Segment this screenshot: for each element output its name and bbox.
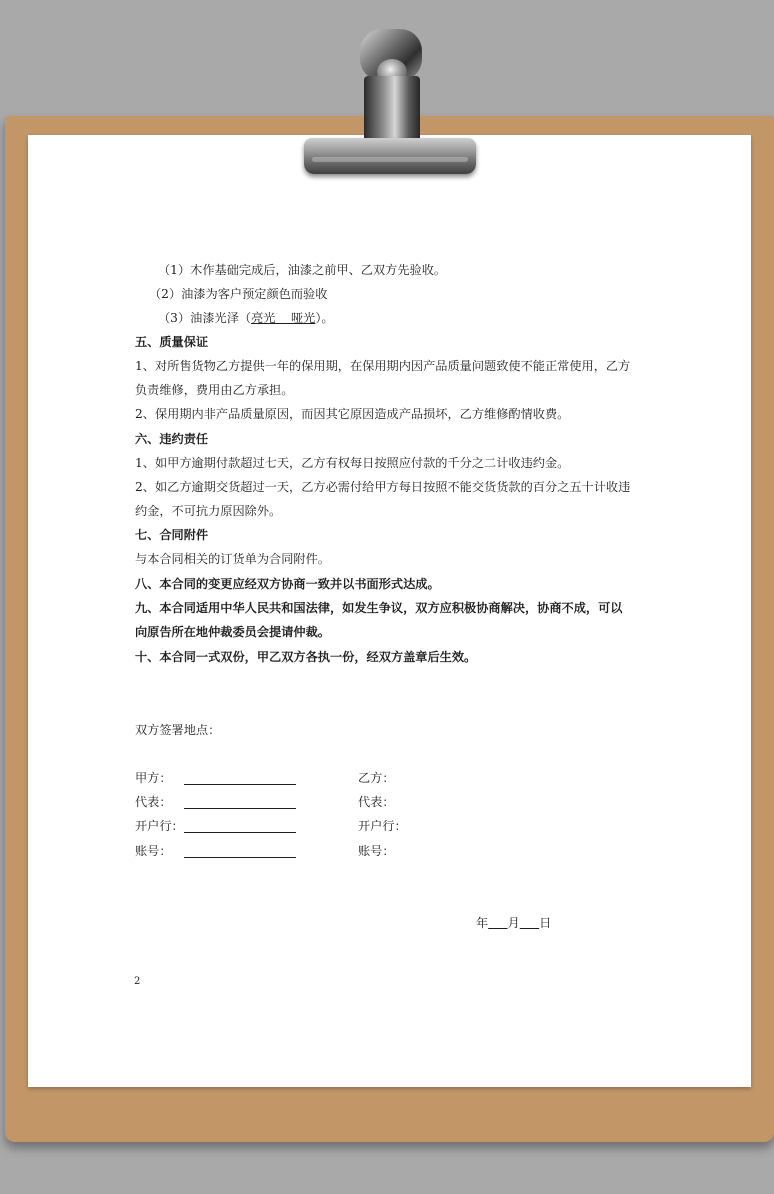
section-6-para-2b: 约金，不可抗力原因除外。 — [135, 504, 282, 518]
item-3 — [158, 310, 334, 326]
section-7-title: 七、合同附件 — [135, 528, 209, 542]
party-a-account-blank — [184, 857, 296, 858]
document-page — [28, 135, 751, 1087]
section-5-para-2: 2、保用期内非产品质量原因，而因其它原因造成产品损坏，乙方维修酌情收费。 — [135, 407, 570, 421]
date-month: 月 — [507, 916, 520, 930]
section-7-para: 与本合同相关的订货单为合同附件。 — [135, 552, 330, 566]
party-a-blank — [184, 784, 296, 785]
party-b-label: 乙方： — [358, 771, 395, 785]
page-number: 2 — [134, 976, 141, 987]
section-6-para-2a: 2、如乙方逾期交货超过一天，乙方必需付给甲方每日按照不能交货货款的百分之五十计收违 — [135, 480, 631, 494]
date-year: 年 — [476, 916, 489, 930]
party-a-bank-blank — [184, 832, 296, 833]
party-a-account-label: 账号： — [135, 844, 172, 858]
party-a-label: 甲方： — [135, 771, 172, 785]
section-9a: 九、本合同适用中华人民共和国法律，如发生争议，双方应积极协商解决，协商不成，可以 — [135, 601, 623, 615]
signing-location-label: 双方签署地点： — [135, 723, 221, 737]
party-b-rep-label: 代表： — [358, 795, 395, 809]
date-day-blank — [520, 916, 539, 930]
section-6-title: 六、违约责任 — [135, 432, 209, 446]
item-2: （2）油漆为客户预定颜色而验收 — [149, 287, 328, 301]
date-day: 日 — [539, 916, 552, 930]
date-line — [476, 915, 551, 931]
section-5-para-1a: 1、对所售货物乙方提供一年的保用期，在保用期内因产品质量问题致使不能正常使用，乙方 — [135, 359, 631, 373]
party-b-bank-label: 开户行： — [358, 819, 407, 833]
gloss-option-glossy: 亮光 — [251, 311, 276, 325]
item-3-prefix: （3）油漆光泽（ — [158, 311, 252, 325]
section-10: 十、本合同一式双份，甲乙双方各执一份，经双方盖章后生效。 — [135, 650, 477, 664]
binder-clip — [300, 26, 480, 176]
section-6-para-1: 1、如甲方逾期付款超过七天，乙方有权每日按照应付款的千分之二计收违约金。 — [135, 456, 570, 470]
section-8: 八、本合同的变更应经双方协商一致并以书面形式达成。 — [135, 577, 440, 591]
gloss-option-gap — [275, 311, 291, 325]
gloss-option-matte: 哑光 — [290, 311, 316, 325]
section-9b: 向原告所在地仲裁委员会提请仲裁。 — [135, 625, 330, 639]
date-month-blank — [488, 916, 507, 930]
section-5-title: 五、质量保证 — [135, 335, 209, 349]
item-3-suffix: ）。 — [315, 311, 334, 325]
party-b-account-label: 账号： — [358, 844, 395, 858]
clip-base — [304, 138, 476, 174]
party-a-bank-label: 开户行： — [135, 819, 184, 833]
section-5-para-1b: 负责维修，费用由乙方承担。 — [135, 383, 294, 397]
party-a-rep-blank — [184, 808, 296, 809]
party-a-rep-label: 代表： — [135, 795, 172, 809]
item-1: （1）木作基础完成后，油漆之前甲、乙双方先验收。 — [158, 263, 447, 277]
